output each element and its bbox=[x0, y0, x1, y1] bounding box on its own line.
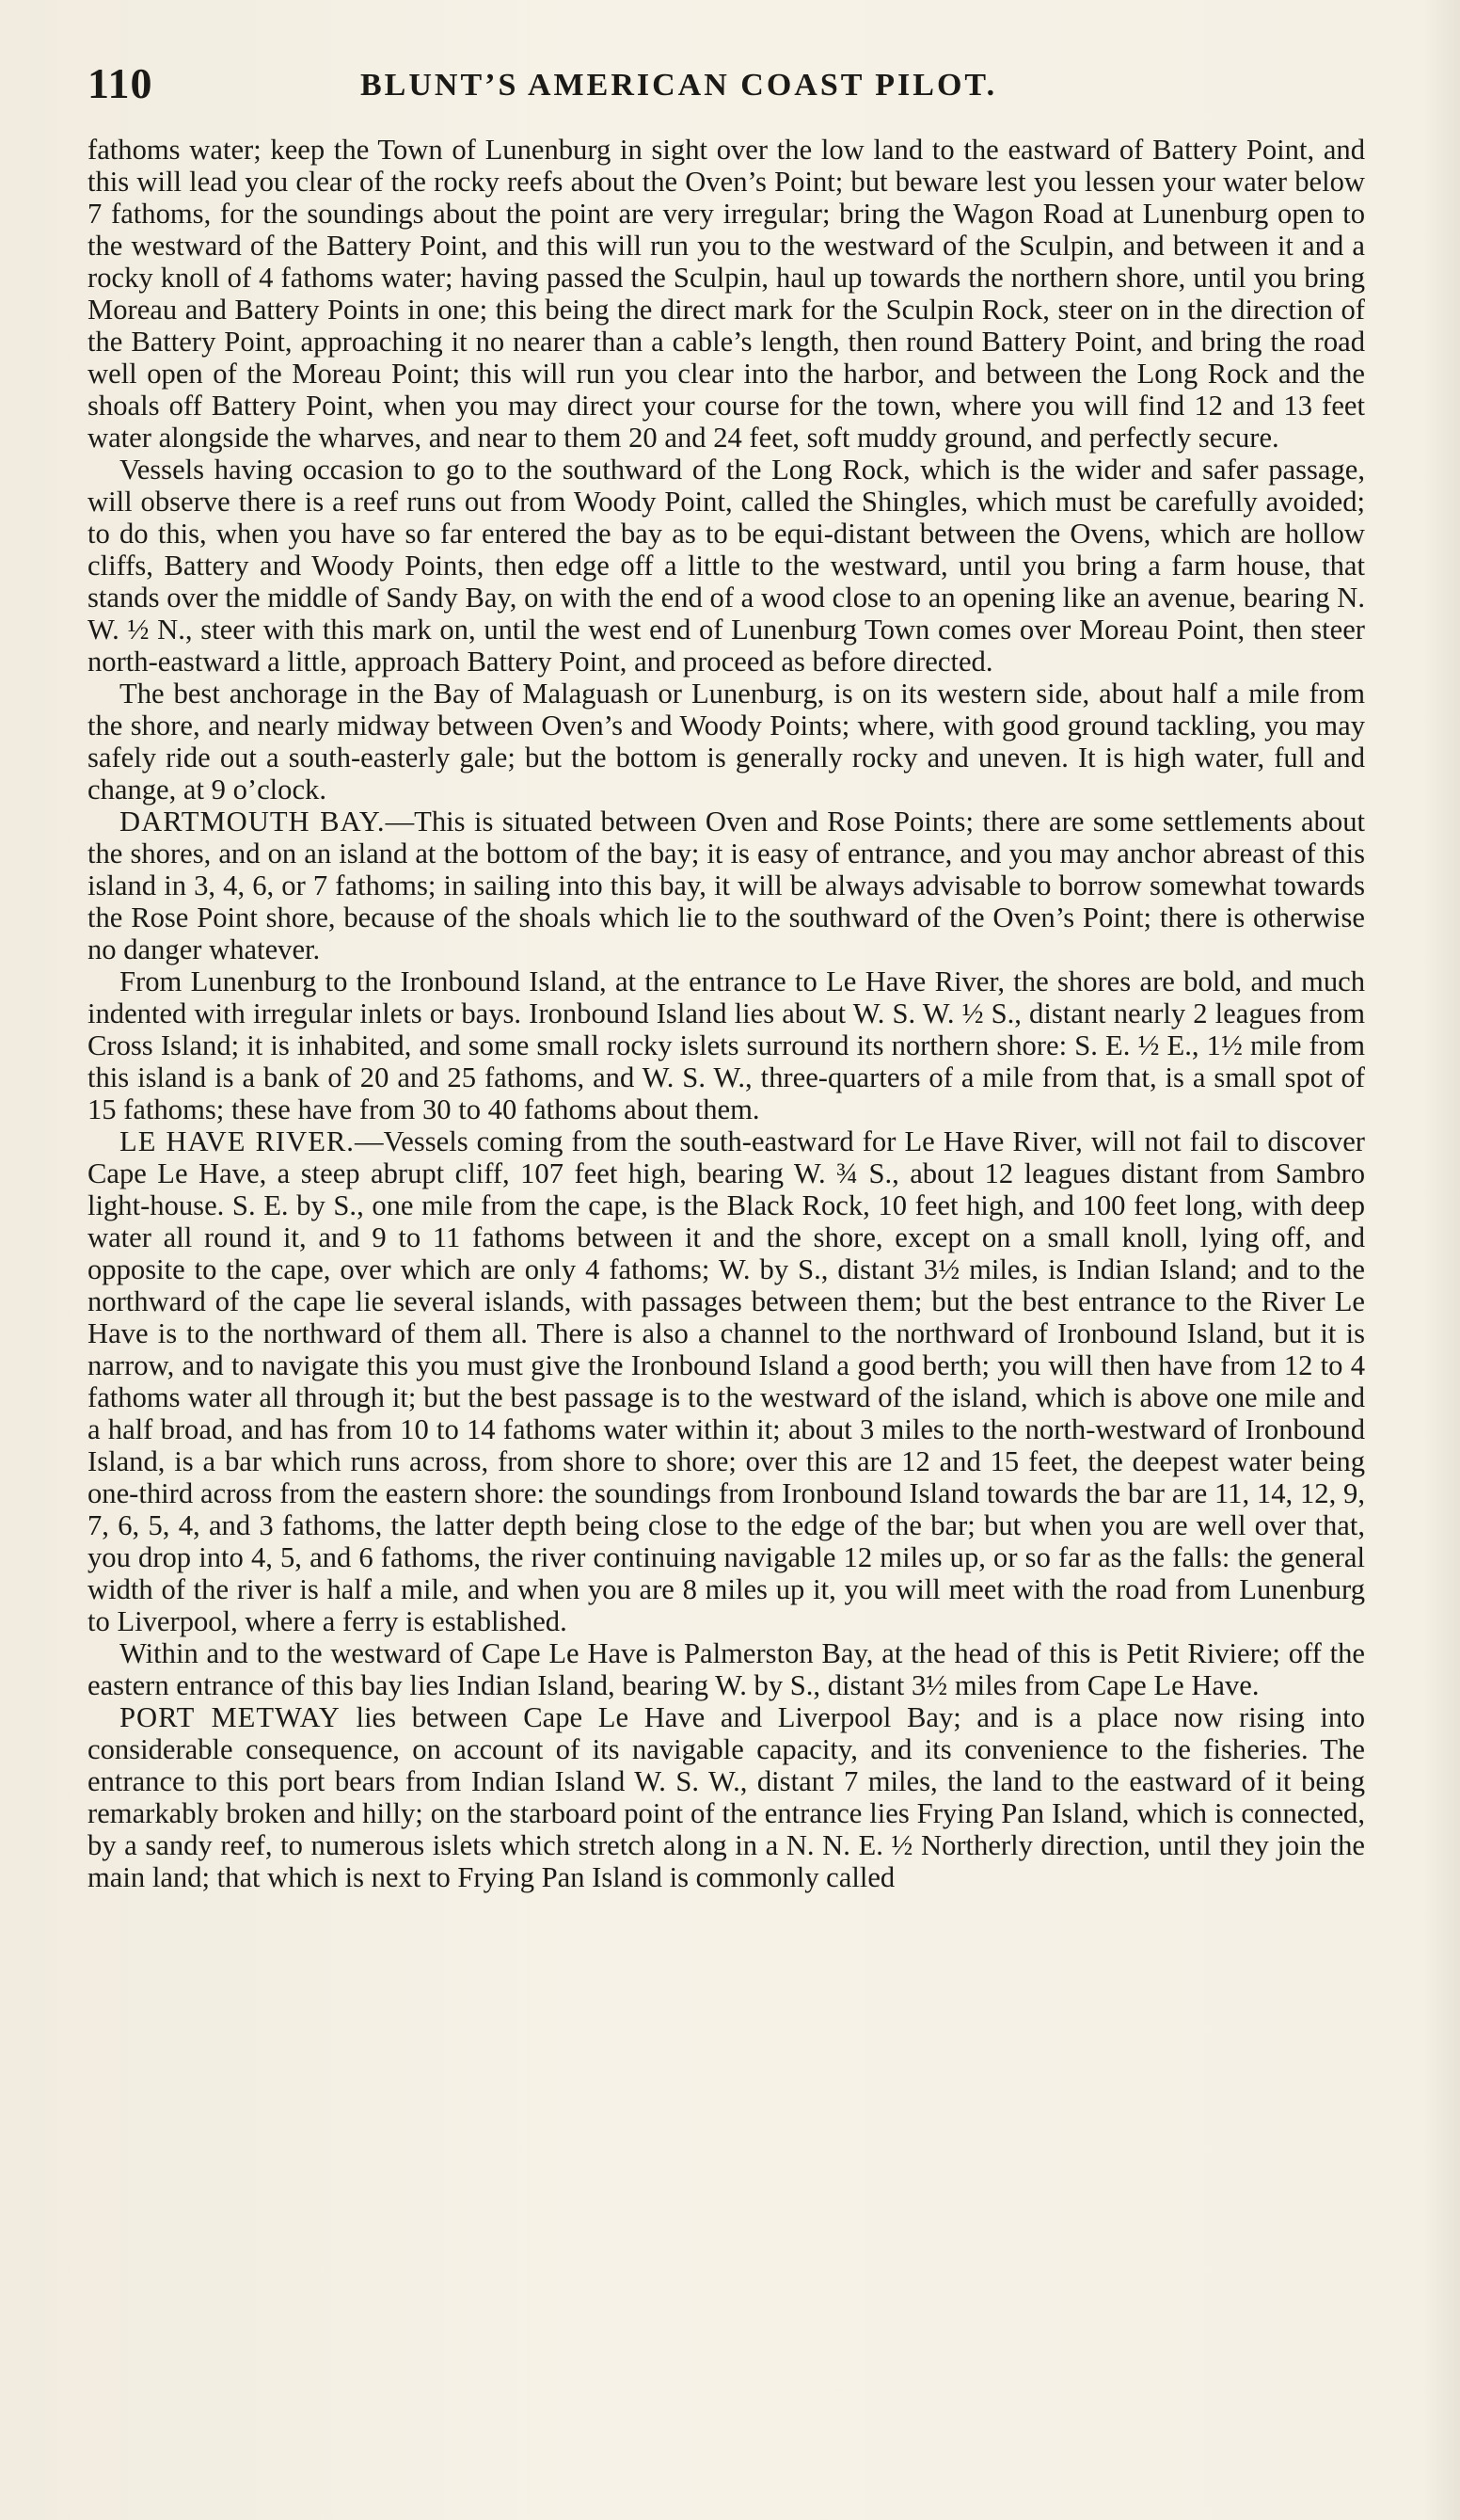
paragraph-5 bbox=[87, 965, 1365, 1125]
paragraph-port-metway-text: lies between Cape Le Have and Liverpool Bay; and is a place now rising into considerable consequence, on account of its navigable capacity, and its convenience to the fisheries. The entrance to this port bears from Indian Island W. S. W., distant 7 miles, the land to the eastward of it being remarkably broken and hilly; on the starboard point of the entrance lies Frying Pan Island, which is connected, by a sandy reef, to numerous islets which stretch along in a N. N. E. ½ Northerly direction, until they join the main land; that which is next to Frying Pan Island is commonly called bbox=[87, 1701, 1365, 1893]
section-heading-le-have-river: LE HAVE RIVER. bbox=[119, 1125, 355, 1157]
paragraph-le-have-river-text: —Vessels coming from the south-eastward for Le Have River, will not fail to discover Cape Le Have, a steep abrupt cliff, 107 feet high, bearing W. ¾ S., about 12 leagues distant from Sambro light-house. S. E. by S., one mile from the cape, is the Black Rock, 10 feet high, and 100 feet long, with deep water all round it, and 9 to 11 fathoms between it and the shore, except on a small knoll, lying off, and opposite to the cape, over which are only 4 fathoms; W. by S., distant 3½ miles, is Indian Island; and to the northward of the cape lie several islands, with passages between them; but the best entrance to the River Le Have is to the northward of them all. There is also a channel to the northward of Ironbound Island, but it is narrow, and to navigate this you must give the Ironbound Island a good berth; you will then have from 12 to 4 fathoms water all through it; but the best passage is to the westward of the island, which is above one mile and a half broad, and has from 10 to 14 fathoms water within it; about 3 miles to the north-westward of Ironbound Island, is a bar which runs across, from shore to shore; over this are 12 and 15 feet, the deepest water being one-third across from the eastern shore: the soundings from Ironbound Island towards the bar are 11, 14, 12, 9, 7, 6, 5, 4, and 3 fathoms, the latter depth being close to the edge of the bar; but when you are well over that, you drop into 4, 5, and 6 fathoms, the river continuing navigable 12 miles up, or so far as the falls: the general width of the river is half a mile, and when you are 8 miles up it, you will meet with the road from Lunenburg to Liverpool, where a ferry is established. bbox=[87, 1125, 1365, 1637]
paragraph-le-have-river bbox=[87, 1125, 1365, 1637]
page-number: 110 bbox=[87, 59, 153, 107]
paragraph-3 bbox=[87, 678, 1365, 805]
page-edge-shadow bbox=[1422, 0, 1460, 2520]
paragraph-port-metway bbox=[87, 1701, 1365, 1893]
section-heading-dartmouth-bay: DARTMOUTH BAY. bbox=[119, 805, 386, 837]
paragraph-1-text: fathoms water; keep the Town of Lunenburg in sight over the low land to the eastward of Battery Point, and this will lead you clear of the rocky reefs about the Oven’s Point; but beware lest you lessen your water below 7 fathoms, for the soundings about the point are very irregular; bring the Wagon Road at Lunenburg open to the westward of the Battery Point, and this will run you to the westward of the Sculpin, and between it and a rocky knoll of 4 fathoms water; having passed the Sculpin, haul up towards the northern shore, until you bring Moreau and Battery Points in one; this being the direct mark for the Sculpin Rock, steer on in the direction of the Battery Point, approaching it no nearer than a cable’s length, then round Battery Point, and bring the road well open of the Moreau Point; this will run you clear into the harbor, and between the Long Rock and the shoals off Battery Point, when you may direct your course for the town, where you will find 12 and 13 feet water alongside the wharves, and near to them 20 and 24 feet, soft muddy ground, and perfectly secure. bbox=[87, 134, 1365, 454]
paragraph-dartmouth-bay-text: —This is situated between Oven and Rose Points; there are some settlements about the shores, and on an island at the bottom of the bay; it is easy of entrance, and you may anchor abreast of this island in 3, 4, 6, or 7 fathoms; in sailing into this bay, it will be always advisable to borrow somewhat towards the Rose Point shore, because of the shoals which lie to the southward of the Oven’s Point; there is otherwise no danger whatever. bbox=[87, 805, 1365, 965]
section-heading-port-metway: PORT METWAY bbox=[119, 1701, 341, 1733]
running-head: BLUNT’S AMERICAN COAST PILOT. bbox=[360, 68, 998, 103]
page-header bbox=[87, 58, 1367, 115]
paragraph-1 bbox=[87, 134, 1365, 454]
paragraph-2 bbox=[87, 454, 1365, 678]
paragraph-7 bbox=[87, 1637, 1365, 1701]
paragraph-dartmouth-bay bbox=[87, 805, 1365, 965]
paragraph-2-text: Vessels having occasion to go to the southward of the Long Rock, which is the wider and safer passage, will observe there is a reef runs out from Woody Point, called the Shingles, which must be carefully avoided; to do this, when you have so far entered the bay as to be equi-distant between the Ovens, which are hollow cliffs, Battery and Woody Points, then edge off a little to the westward, until you bring a farm house, that stands over the middle of Sandy Bay, on with the end of a wood close to an opening like an avenue, bearing N. W. ½ N., steer with this mark on, until the west end of Lunenburg Town comes over Moreau Point, then steer north-eastward a little, approach Battery Point, and proceed as before directed. bbox=[87, 454, 1365, 678]
paragraph-3-text: The best anchorage in the Bay of Malaguash or Lunenburg, is on its western side, about half a mile from the shore, and nearly midway between Oven’s and Woody Points; where, with good ground tackling, you may safely ride out a south-easterly gale; but the bottom is generally rocky and uneven. It is high water, full and change, at 9 o’clock. bbox=[87, 678, 1365, 805]
paragraph-7-text: Within and to the westward of Cape Le Have is Palmerston Bay, at the head of this is Petit Riviere; off the eastern entrance of this bay lies Indian Island, bearing W. by S., distant 3½ miles from Cape Le Have. bbox=[87, 1637, 1365, 1701]
paragraph-5-text: From Lunenburg to the Ironbound Island, at the entrance to Le Have River, the shores are bold, and much indented with irregular inlets or bays. Ironbound Island lies about W. S. W. ½ S., distant nearly 2 leagues from Cross Island; it is inhabited, and some small rocky islets surround its northern shore: S. E. ½ E., 1½ mile from this island is a bank of 20 and 25 fathoms, and W. S. W., three-quarters of a mile from that, is a small spot of 15 fathoms; these have from 30 to 40 fathoms about them. bbox=[87, 965, 1365, 1125]
body-text bbox=[87, 134, 1365, 1893]
